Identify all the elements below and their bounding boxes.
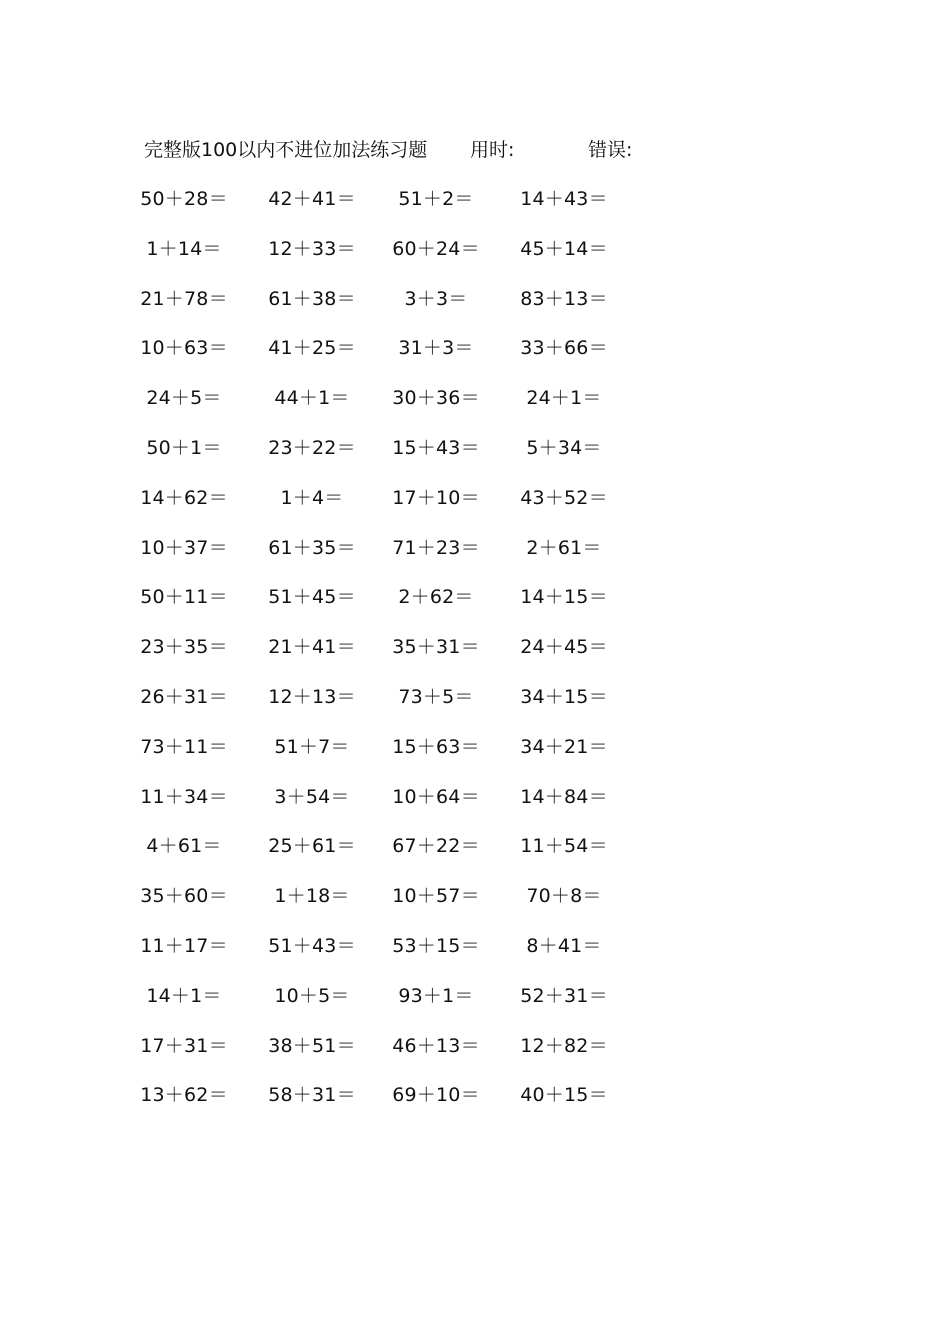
addition-problem: 51＋7＝ [274,735,350,758]
addition-problem: 70＋8＝ [526,885,602,908]
addition-problem: 50＋28＝ [140,188,228,210]
addition-problem: 21＋78＝ [140,287,228,310]
addition-problem: 10＋64＝ [392,785,480,808]
addition-problem: 24＋45＝ [520,636,608,659]
addition-problem: 14＋43＝ [520,188,608,210]
addition-problem: 24＋1＝ [526,387,602,410]
addition-problem: 14＋1＝ [146,984,222,1007]
worksheet-title: 完整版100以内不进位加法练习题 [144,139,428,161]
addition-problem: 17＋31＝ [140,1034,228,1057]
addition-problem: 23＋35＝ [140,636,228,659]
addition-problem: 35＋60＝ [140,885,228,908]
addition-problem: 41＋25＝ [268,337,356,360]
addition-problem: 51＋43＝ [268,935,356,957]
problem-row [0,732,950,762]
addition-problem: 52＋31＝ [520,984,608,1007]
problem-row [0,782,950,812]
addition-problem: 53＋15＝ [392,935,480,957]
addition-problem: 8＋41＝ [526,935,602,957]
addition-problem: 10＋5＝ [274,984,350,1007]
addition-problem: 73＋5＝ [398,686,474,708]
addition-problem: 14＋84＝ [520,785,608,808]
addition-problem: 10＋57＝ [392,885,480,908]
addition-problem: 40＋15＝ [520,1084,608,1107]
addition-problem: 58＋31＝ [268,1084,356,1107]
addition-problem: 11＋17＝ [140,935,228,957]
addition-problem: 1＋14＝ [146,237,222,260]
addition-problem: 45＋14＝ [520,237,608,260]
addition-problem: 50＋1＝ [146,437,222,459]
problem-row [0,931,950,961]
addition-problem: 15＋63＝ [392,735,480,758]
addition-problem: 24＋5＝ [146,387,222,410]
addition-problem: 12＋33＝ [268,237,356,260]
addition-problem: 1＋4＝ [280,486,344,509]
addition-problem: 14＋15＝ [520,586,608,609]
addition-problem: 67＋22＝ [392,835,480,858]
problem-row [0,632,950,662]
addition-problem: 3＋54＝ [274,785,350,808]
addition-problem: 51＋45＝ [268,586,356,609]
addition-problem: 31＋3＝ [398,337,474,360]
problem-row [0,333,950,363]
addition-problem: 26＋31＝ [140,686,228,708]
problem-row [0,1031,950,1061]
addition-problem: 11＋34＝ [140,785,228,808]
addition-problem: 12＋82＝ [520,1034,608,1057]
addition-problem: 10＋37＝ [140,536,228,559]
addition-problem: 60＋24＝ [392,237,480,260]
problem-row [0,433,950,463]
addition-problem: 35＋31＝ [392,636,480,659]
addition-problem: 73＋11＝ [140,735,228,758]
addition-problem: 33＋66＝ [520,337,608,360]
addition-problem: 42＋41＝ [268,188,356,210]
problem-row [0,234,950,264]
addition-problem: 46＋13＝ [392,1034,480,1057]
addition-problem: 43＋52＝ [520,486,608,509]
errors-label: 错误: [588,139,633,161]
addition-problem: 3＋3＝ [404,287,468,310]
addition-problem: 21＋41＝ [268,636,356,659]
addition-problem: 1＋18＝ [274,885,350,908]
addition-problem: 61＋38＝ [268,287,356,310]
problem-row [0,1080,950,1110]
addition-problem: 44＋1＝ [274,387,350,410]
problem-row [0,582,950,612]
problem-row [0,184,950,214]
addition-problem: 51＋2＝ [398,188,474,210]
addition-problem: 25＋61＝ [268,835,356,858]
addition-problem: 2＋61＝ [526,536,602,559]
problem-row [0,383,950,413]
problem-row [0,284,950,314]
addition-problem: 5＋34＝ [526,437,602,459]
addition-problem: 13＋62＝ [140,1084,228,1107]
addition-problem: 34＋21＝ [520,735,608,758]
addition-problem: 50＋11＝ [140,586,228,609]
addition-problem: 4＋61＝ [146,835,222,858]
problem-row [0,533,950,563]
problem-row [0,483,950,513]
addition-problem: 10＋63＝ [140,337,228,360]
problem-row [0,881,950,911]
addition-problem: 83＋13＝ [520,287,608,310]
addition-problem: 14＋62＝ [140,486,228,509]
addition-problem: 93＋1＝ [398,984,474,1007]
problem-row [0,831,950,861]
addition-problem: 17＋10＝ [392,486,480,509]
addition-problem: 15＋43＝ [392,437,480,459]
addition-problem: 69＋10＝ [392,1084,480,1107]
addition-problem: 61＋35＝ [268,536,356,559]
time-used-label: 用时: [470,139,515,161]
addition-problem: 38＋51＝ [268,1034,356,1057]
addition-problem: 2＋62＝ [398,586,474,609]
addition-problem: 71＋23＝ [392,536,480,559]
addition-problem: 34＋15＝ [520,686,608,708]
addition-problem: 11＋54＝ [520,835,608,858]
addition-problem: 12＋13＝ [268,686,356,708]
addition-problem: 23＋22＝ [268,437,356,459]
addition-problem: 30＋36＝ [392,387,480,410]
problem-row [0,682,950,712]
problem-row [0,981,950,1011]
